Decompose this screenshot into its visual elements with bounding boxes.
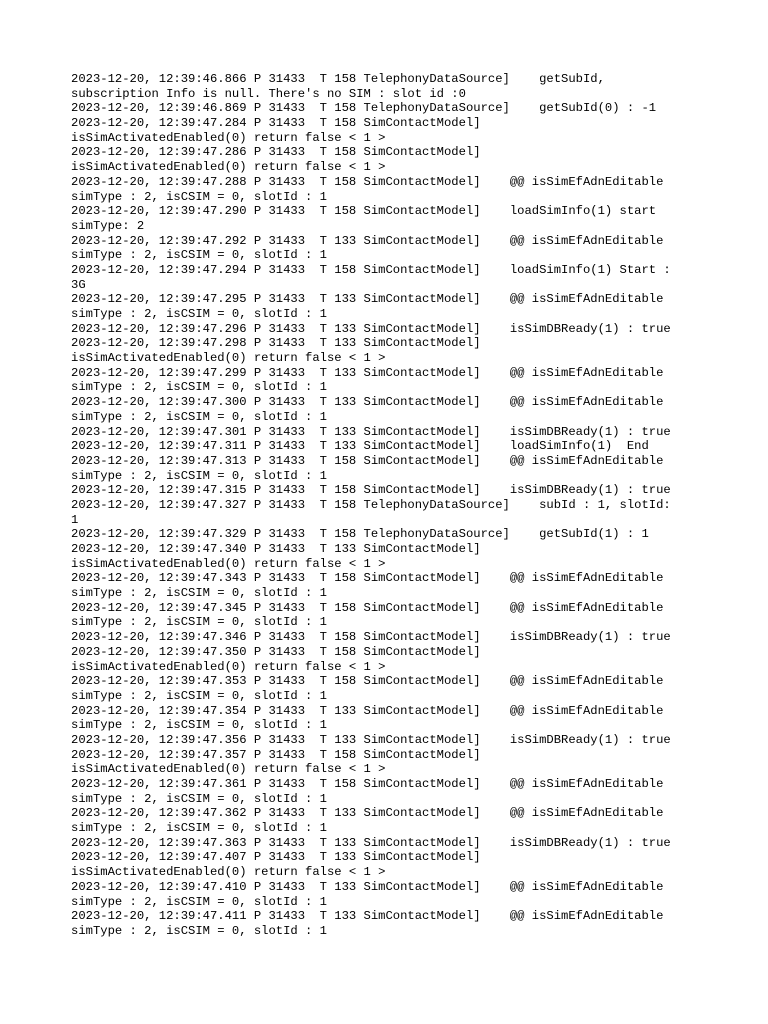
log-line: 2023-12-20, 12:39:47.356 P 31433 T 133 SimContactModel] isSimDBReady(1) : true: [71, 732, 671, 747]
log-line: 2023-12-20, 12:39:47.315 P 31433 T 158 SimContactModel] isSimDBReady(1) : true: [71, 483, 671, 498]
log-line: isSimActivatedEnabled(0) return false < 1 >: [71, 556, 386, 571]
log-line: 3G: [71, 277, 86, 292]
log-line: 2023-12-20, 12:39:47.298 P 31433 T 133 SimContactModel]: [71, 336, 481, 351]
log-line: simType : 2, isCSIM = 0, slotId : 1: [71, 821, 327, 836]
log-line: simType : 2, isCSIM = 0, slotId : 1: [71, 688, 327, 703]
log-line: simType : 2, isCSIM = 0, slotId : 1: [71, 586, 327, 601]
log-line: 2023-12-20, 12:39:47.363 P 31433 T 133 SimContactModel] isSimDBReady(1) : true: [71, 835, 671, 850]
log-line: 2023-12-20, 12:39:47.350 P 31433 T 158 SimContactModel]: [71, 644, 481, 659]
log-line: 2023-12-20, 12:39:47.354 P 31433 T 133 SimContactModel] @@ isSimEfAdnEditable: [71, 703, 664, 718]
log-line: 2023-12-20, 12:39:46.866 P 31433 T 158 TelephonyDataSource] getSubId,: [71, 72, 605, 86]
log-line: simType : 2, isCSIM = 0, slotId : 1: [71, 307, 327, 321]
log-line: simType : 2, isCSIM = 0, slotId : 1: [71, 615, 327, 630]
log-line: 2023-12-20, 12:39:47.313 P 31433 T 158 SimContactModel] @@ isSimEfAdnEditable: [71, 453, 664, 468]
log-line: isSimActivatedEnabled(0) return false < 1 >: [71, 659, 386, 674]
log-line: 2023-12-20, 12:39:47.407 P 31433 T 133 SimContactModel]: [71, 850, 481, 865]
log-line: simType: 2: [71, 218, 145, 233]
log-line: 2023-12-20, 12:39:47.411 P 31433 T 133 SimContactModel] @@ isSimEfAdnEditable: [71, 909, 664, 924]
log-line: 2023-12-20, 12:39:47.357 P 31433 T 158 SimContactModel]: [71, 747, 481, 762]
log-line: 2023-12-20, 12:39:46.869 P 31433 T 158 TelephonyDataSource] getSubId(0) : -1: [71, 101, 657, 116]
log-line: 2023-12-20, 12:39:47.294 P 31433 T 158 SimContactModel] loadSimInfo(1) Start :: [71, 262, 671, 277]
log-line: isSimActivatedEnabled(0) return false < 1 >: [71, 865, 386, 880]
log-line: 2023-12-20, 12:39:47.340 P 31433 T 133 SimContactModel]: [71, 542, 481, 556]
log-line: 2023-12-20, 12:39:47.284 P 31433 T 158 SimContactModel]: [71, 116, 481, 131]
log-line: 2023-12-20, 12:39:47.410 P 31433 T 133 SimContactModel] @@ isSimEfAdnEditable: [71, 879, 664, 894]
log-line: 2023-12-20, 12:39:47.301 P 31433 T 133 SimContactModel] isSimDBReady(1) : true: [71, 424, 671, 439]
log-line: simType : 2, isCSIM = 0, slotId : 1: [71, 380, 327, 395]
log-line: 2023-12-20, 12:39:47.300 P 31433 T 133 SimContactModel] @@ isSimEfAdnEditable: [71, 395, 664, 410]
log-line: isSimActivatedEnabled(0) return false < 1 >: [71, 130, 386, 145]
log-line: 2023-12-20, 12:39:47.295 P 31433 T 133 SimContactModel] @@ isSimEfAdnEditable: [71, 292, 664, 307]
log-line: 2023-12-20, 12:39:47.329 P 31433 T 158 TelephonyDataSource] getSubId(1) : 1: [71, 527, 649, 542]
log-line: 2023-12-20, 12:39:47.345 P 31433 T 158 SimContactModel] @@ isSimEfAdnEditable: [71, 600, 664, 615]
log-line: 2023-12-20, 12:39:47.296 P 31433 T 133 SimContactModel] isSimDBReady(1) : true: [71, 321, 671, 336]
log-line: simType : 2, isCSIM = 0, slotId : 1: [71, 189, 327, 204]
log-document: [71, 72, 697, 939]
log-line: 2023-12-20, 12:39:47.343 P 31433 T 158 SimContactModel] @@ isSimEfAdnEditable: [71, 571, 664, 586]
log-line: 2023-12-20, 12:39:47.362 P 31433 T 133 SimContactModel] @@ isSimEfAdnEditable: [71, 806, 664, 821]
log-line: 2023-12-20, 12:39:47.288 P 31433 T 158 SimContactModel] @@ isSimEfAdnEditable: [71, 174, 664, 189]
log-line: simType : 2, isCSIM = 0, slotId : 1: [71, 718, 327, 733]
log-line: isSimActivatedEnabled(0) return false < 1 >: [71, 160, 386, 175]
log-line: 2023-12-20, 12:39:47.346 P 31433 T 158 SimContactModel] isSimDBReady(1) : true: [71, 630, 671, 645]
log-line: simType : 2, isCSIM = 0, slotId : 1: [71, 468, 327, 483]
log-line: subscription Info is null. There's no SIM : slot id :0: [71, 86, 466, 101]
log-line: 2023-12-20, 12:39:47.311 P 31433 T 133 SimContactModel] loadSimInfo(1) End: [71, 439, 649, 454]
log-line: 2023-12-20, 12:39:47.286 P 31433 T 158 SimContactModel]: [71, 145, 481, 160]
log-line: 2023-12-20, 12:39:47.361 P 31433 T 158 SimContactModel] @@ isSimEfAdnEditable: [71, 777, 664, 791]
log-line: 2023-12-20, 12:39:47.353 P 31433 T 158 SimContactModel] @@ isSimEfAdnEditable: [71, 674, 664, 689]
log-line: 1: [71, 512, 79, 527]
log-line: 2023-12-20, 12:39:47.290 P 31433 T 158 SimContactModel] loadSimInfo(1) start: [71, 204, 657, 219]
log-line: simType : 2, isCSIM = 0, slotId : 1: [71, 894, 327, 909]
log-line: simType : 2, isCSIM = 0, slotId : 1: [71, 409, 327, 424]
log-line: isSimActivatedEnabled(0) return false < 1 >: [71, 351, 386, 366]
log-line: simType : 2, isCSIM = 0, slotId : 1: [71, 923, 327, 938]
log-line: simType : 2, isCSIM = 0, slotId : 1: [71, 248, 327, 263]
log-line: 2023-12-20, 12:39:47.299 P 31433 T 133 SimContactModel] @@ isSimEfAdnEditable: [71, 365, 664, 380]
log-line: 2023-12-20, 12:39:47.292 P 31433 T 133 SimContactModel] @@ isSimEfAdnEditable: [71, 233, 664, 248]
log-line: isSimActivatedEnabled(0) return false < 1 >: [71, 762, 386, 777]
log-line: simType : 2, isCSIM = 0, slotId : 1: [71, 791, 327, 806]
log-line: 2023-12-20, 12:39:47.327 P 31433 T 158 TelephonyDataSource] subId : 1, slotId:: [71, 497, 671, 512]
